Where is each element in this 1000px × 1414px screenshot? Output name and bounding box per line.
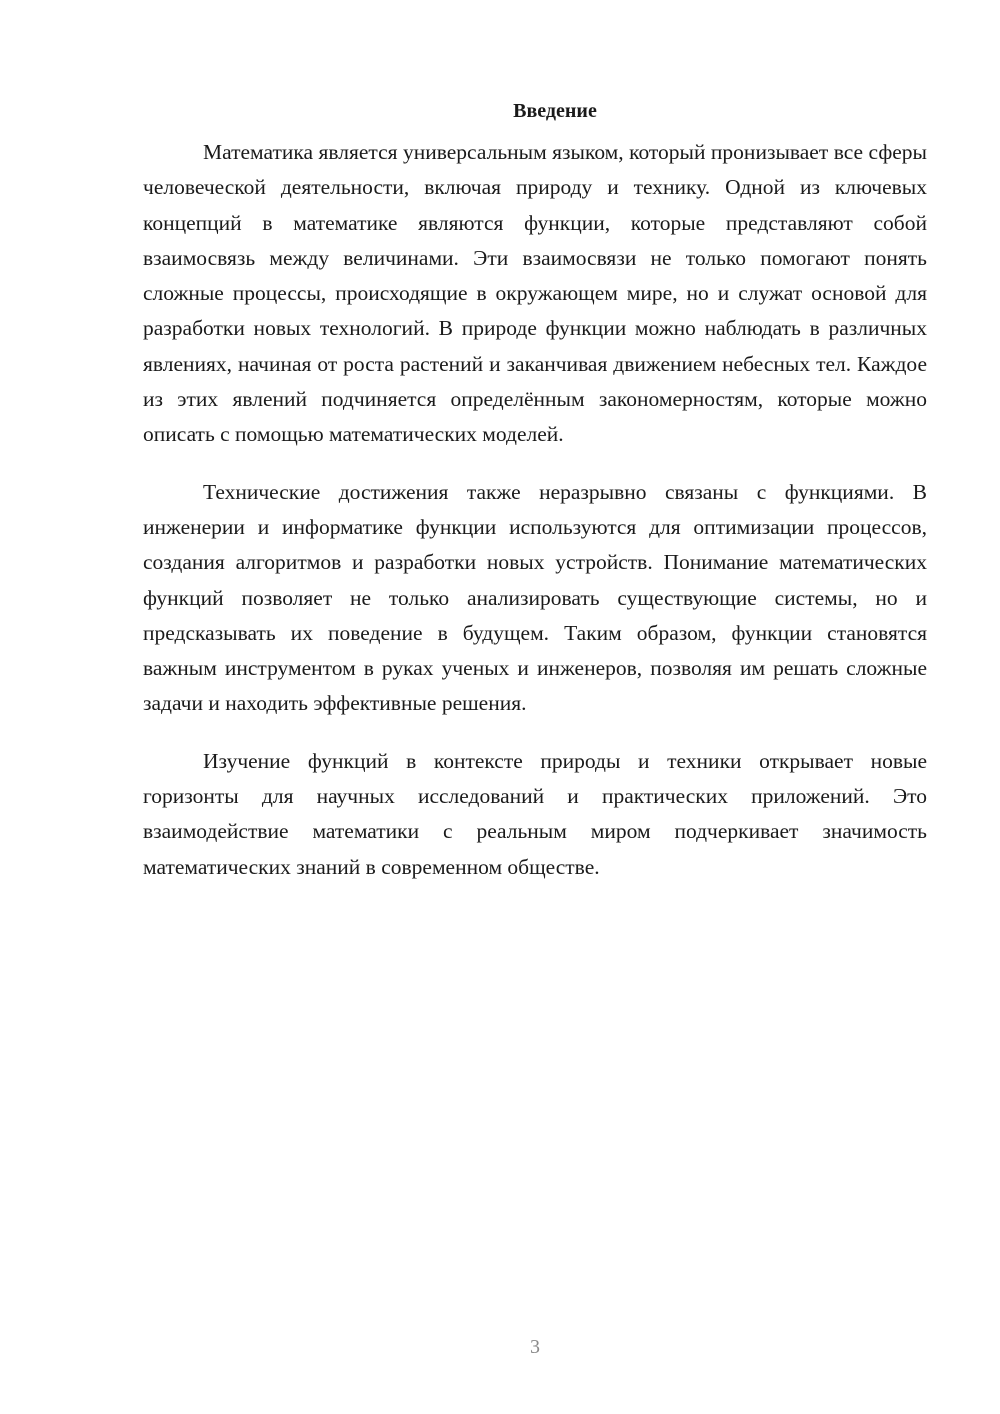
page-title: Введение bbox=[513, 100, 597, 122]
page-content bbox=[143, 96, 927, 907]
paragraph-3: Изучение функций в контексте природы и техники открывает новые горизонты для научных исследований и практических приложений. Это взаимодействие математики с реальным миром подчеркивает значимость математических знаний в современном обществе. bbox=[143, 748, 927, 879]
page-number: 3 bbox=[530, 1336, 540, 1358]
paragraph-2: Технические достижения также неразрывно связаны с функциями. В инженерии и информатике функции используются для оптимизации процессов, создания алгоритмов и разработки новых устройств. Понимание математических функций позволяет не только анализировать существующие системы, но и предсказывать их поведение в будущем. Таким образом, функции становятся важным инструментом в руках ученых и инженеров, позволяя им решать сложные задачи и находить эффективные решения. bbox=[143, 479, 927, 716]
paragraph-1: Математика является универсальным языком, который пронизывает все сферы человеческой деятельности, включая природу и технику. Одной из ключевых концепций в математике являются функции, которые представляют собой взаимосвязь между величинами. Эти взаимосвязи не только помогают понять сложные процессы, происходящие в окружающем мире, но и служат основой для разработки новых технологий. В природе функции можно наблюдать в различных явлениях, начиная от роста растений и заканчивая движением небесных тел. Каждое из этих явлений подчиняется определённым закономерностям, которые можно описать с помощью математических моделей. bbox=[143, 140, 927, 447]
